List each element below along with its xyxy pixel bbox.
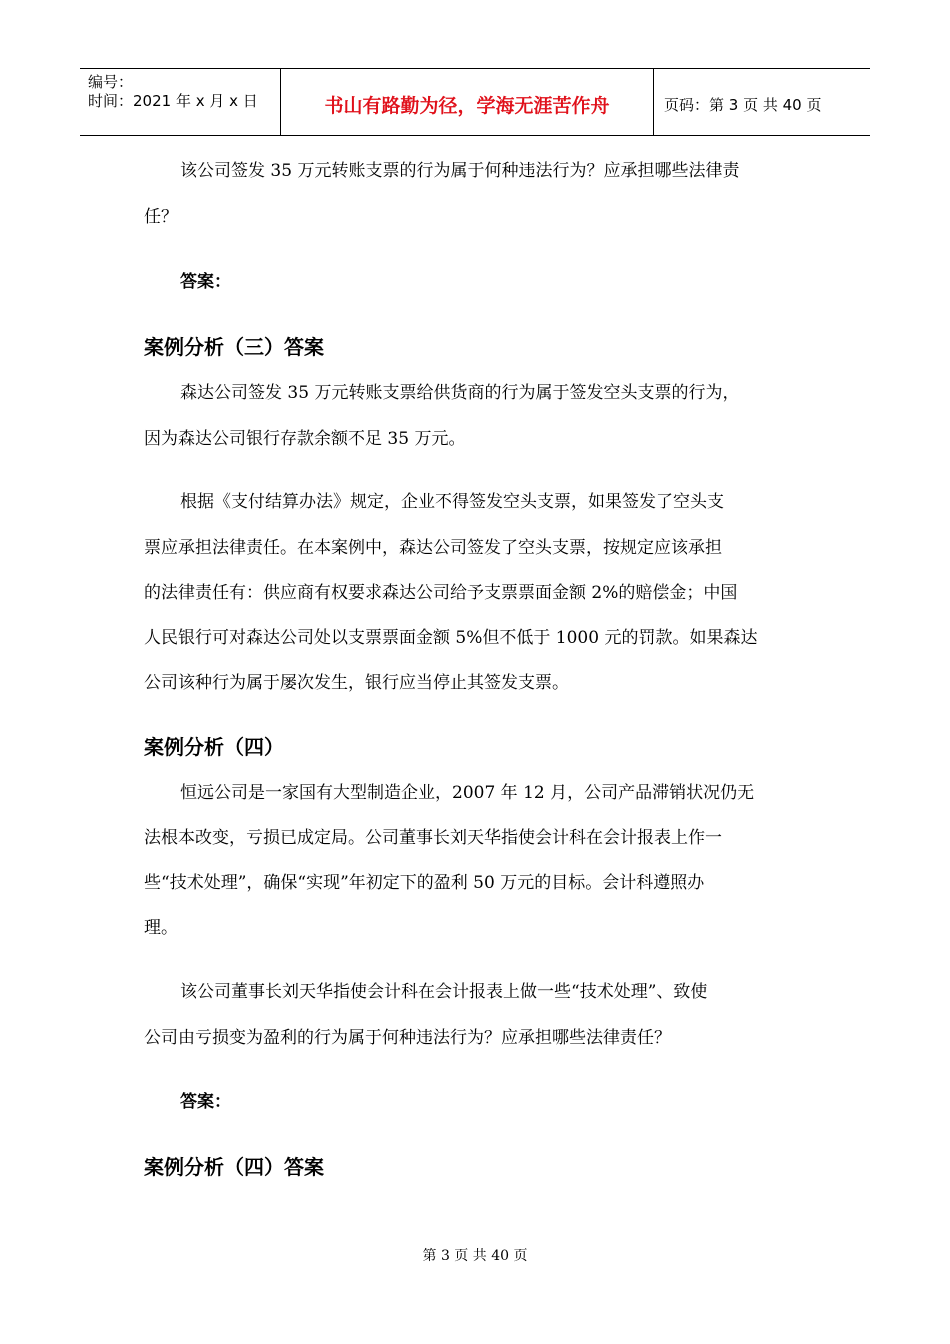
paragraph-line: 些“技术处理”，确保“实现”年初定下的盈利 50 万元的目标。会计科遵照办: [144, 873, 705, 893]
paragraph-line: 因为森达公司银行存款余额不足 35 万元。: [144, 429, 466, 449]
page-header: [80, 68, 870, 136]
section-heading: 案例分析（四）: [144, 735, 284, 759]
paragraph-line: 的法律责任有：供应商有权要求森达公司给予支票票面金额 2%的赔偿金；中国: [144, 583, 738, 603]
paragraph-line: 票应承担法律责任。在本案例中，森达公司签发了空头支票，按规定应该承担: [144, 538, 722, 558]
header-page-info: 页码：第 3 页 共 40 页: [664, 95, 822, 114]
paragraph-line: 人民银行可对森达公司处以支票票面金额 5%但不低于 1000 元的罚款。如果森达: [144, 628, 758, 648]
document-number: 编号：: [88, 73, 134, 91]
document-date: 时间：2021 年 x 月 x 日: [88, 92, 258, 110]
answer-label: 答案：: [180, 1092, 231, 1112]
section-heading: 案例分析（三）答案: [144, 335, 324, 359]
paragraph-line: 公司该种行为属于屡次发生，银行应当停止其签发支票。: [144, 673, 569, 693]
section-heading: 案例分析（四）答案: [144, 1155, 324, 1179]
paragraph-line: 公司由亏损变为盈利的行为属于何种违法行为？应承担哪些法律责任？: [144, 1028, 671, 1048]
paragraph-line: 该公司董事长刘天华指使会计科在会计报表上做一些“技术处理”、致使: [180, 982, 708, 1002]
paragraph-line: 任？: [144, 207, 178, 227]
paragraph-line: 森达公司签发 35 万元转账支票给供货商的行为属于签发空头支票的行为，: [180, 383, 740, 403]
page-footer: 第 3 页 共 40 页: [422, 1248, 528, 1264]
paragraph-line: 法根本改变，亏损已成定局。公司董事长刘天华指使会计科在会计报表上作一: [144, 828, 722, 848]
paragraph-line: 根据《支付结算办法》规定，企业不得签发空头支票，如果签发了空头支: [180, 492, 724, 512]
paragraph-line: 该公司签发 35 万元转账支票的行为属于何种违法行为？应承担哪些法律责: [180, 161, 740, 181]
paragraph-line: 理。: [144, 918, 178, 938]
answer-label: 答案：: [180, 272, 231, 292]
header-meta: [80, 69, 281, 135]
paragraph-line: 恒远公司是一家国有大型制造企业，2007 年 12 月，公司产品滞销状况仍无: [180, 783, 755, 803]
header-motto: 书山有路勤为径，学海无涯苦作舟: [281, 69, 654, 135]
